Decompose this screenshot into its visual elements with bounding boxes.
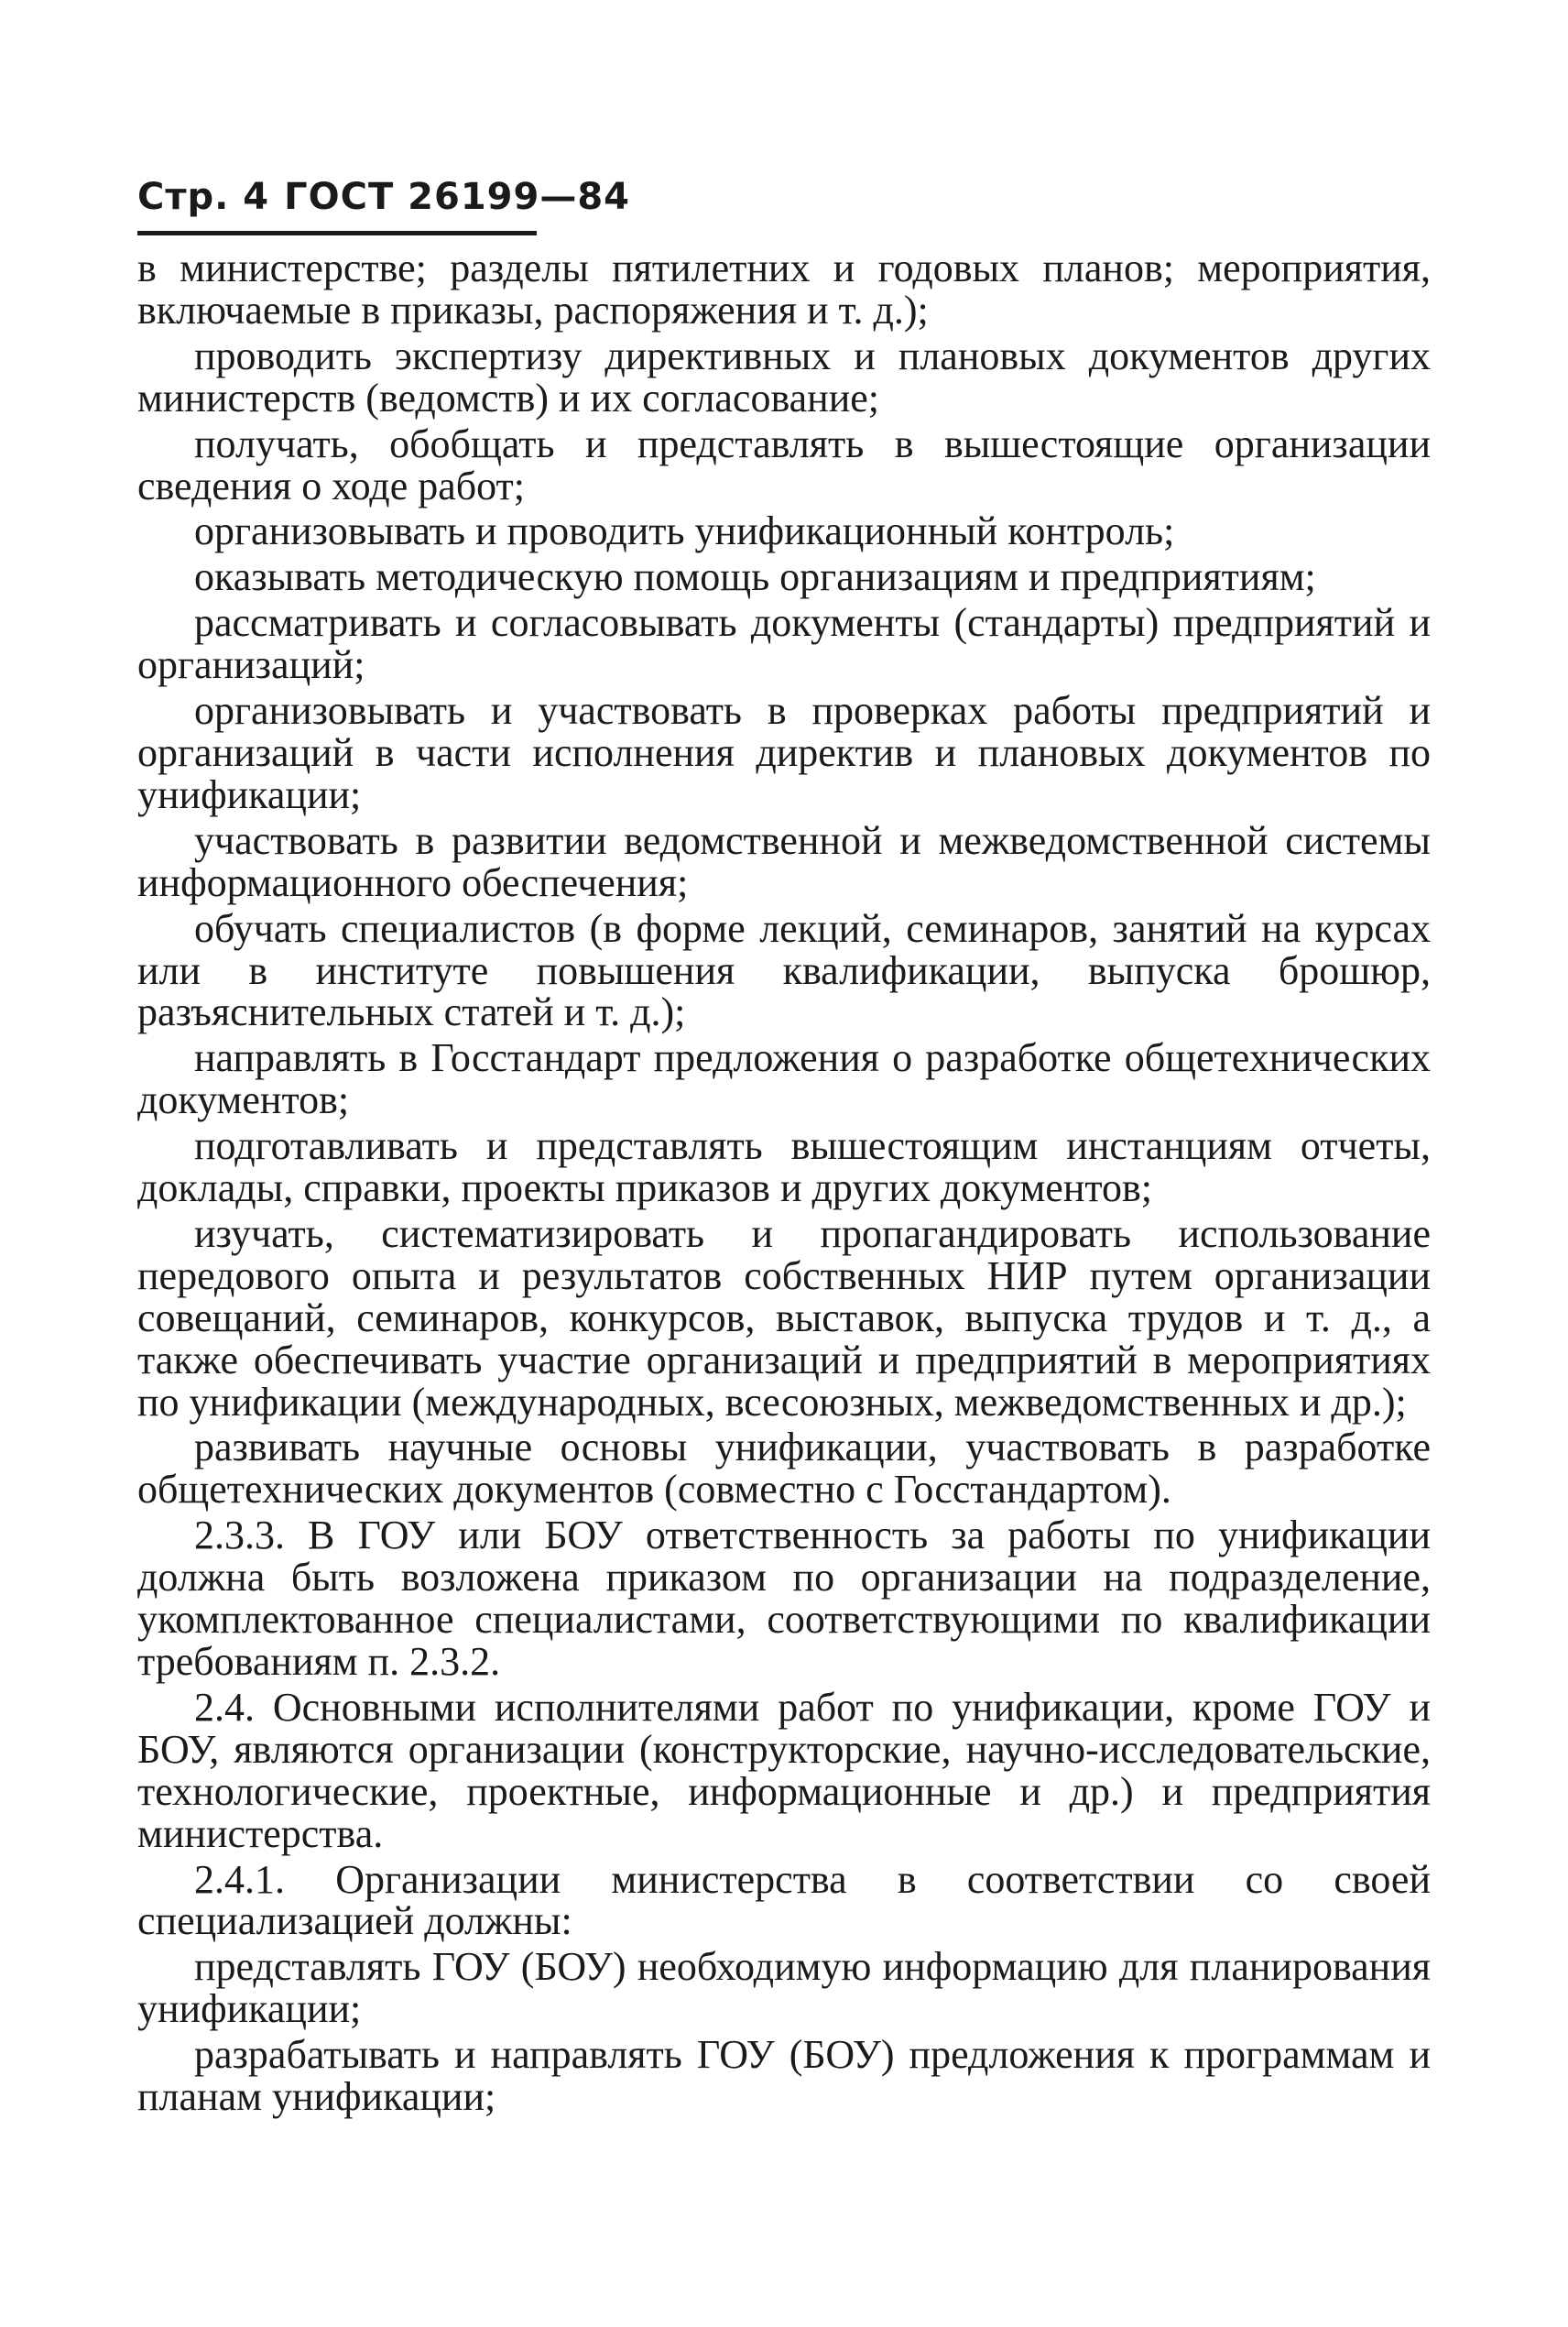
paragraph-1: в министерстве; разделы пятилетних и годовых планов; мероприятия, включаемые в приказы, распоряжения и т. д.); <box>137 246 1431 333</box>
paragraph-9: обучать специалистов (в форме лекций, семинаров, занятий на курсах или в институте повышения квалификации, выпуска брошюр, разъяснительных статей и т. д.); <box>137 905 1431 1035</box>
paragraph-7: организовывать и участвовать в проверках работы предприятий и организаций в части исполнения директив и плановых документов по унификации; <box>137 688 1431 817</box>
paragraph-6: рассматривать и согласовывать документы (стандарты) предприятий и организаций; <box>137 600 1431 688</box>
paragraph-5: оказывать методическую помощь организациям и предприятиям; <box>194 554 1316 600</box>
paragraph-17: представлять ГОУ (БОУ) необходимую информацию для планирования унификации; <box>137 1944 1431 2032</box>
page-header <box>137 176 630 218</box>
paragraph-14: 2.3.3. В ГОУ или БОУ ответственность за работы по унификации должна быть возложена приказом по организации на подразделение, укомплектованное специалистами, соответствующими по квалификации требованиям п. 2.3.2. <box>137 1513 1431 1684</box>
paragraph-18: разрабатывать и направлять ГОУ (БОУ) предложения к программам и планам унификации; <box>137 2032 1431 2120</box>
page-number: Стр. 4 <box>137 176 270 218</box>
paragraph-15: 2.4. Основными исполнителями работ по унификации, кроме ГОУ и БОУ, являются организации (конструкторские, научно-исследовательские, технологические, проектные, информационные и др.) и предприятия министерства. <box>137 1684 1431 1856</box>
paragraph-11: подготавливать и представлять вышестоящим инстанциям отчеты, доклады, справки, проекты приказов и других документов; <box>137 1123 1431 1211</box>
standard-designation: ГОСТ 26199—84 <box>284 176 631 218</box>
body-text <box>137 247 1431 2122</box>
paragraph-16: 2.4.1. Организации министерства в соответствии со своей специализацией должны: <box>137 1856 1431 1944</box>
header-rule <box>137 231 537 235</box>
paragraph-4: организовывать и проводить унификационный контроль; <box>194 508 1175 554</box>
paragraph-2: проводить экспертизу директивных и плановых документов других министерств (ведомств) и их согласование; <box>137 333 1431 421</box>
paragraph-10: направлять в Госстандарт предложения о разработке общетехнических документов; <box>137 1035 1431 1123</box>
paragraph-12: изучать, систематизировать и пропагандировать использование передового опыта и результатов собственных НИР путем организации совещаний, семинаров, конкурсов, выставок, выпуска трудов и т. д., а также обеспечивать участие организаций и предприятий в мероприятиях по унификации (международных, всесоюзных, межведомственных и др.); <box>137 1210 1431 1425</box>
document-page <box>137 0 1431 2327</box>
paragraph-13: развивать научные основы унификации, участвовать в разработке общетехнических документов (совместно с Госстандартом). <box>137 1425 1431 1513</box>
paragraph-8: участвовать в развитии ведомственной и межведомственной системы информационного обеспечения; <box>137 817 1431 905</box>
paragraph-3: получать, обобщать и представлять в вышестоящие организации сведения о ходе работ; <box>137 421 1431 508</box>
